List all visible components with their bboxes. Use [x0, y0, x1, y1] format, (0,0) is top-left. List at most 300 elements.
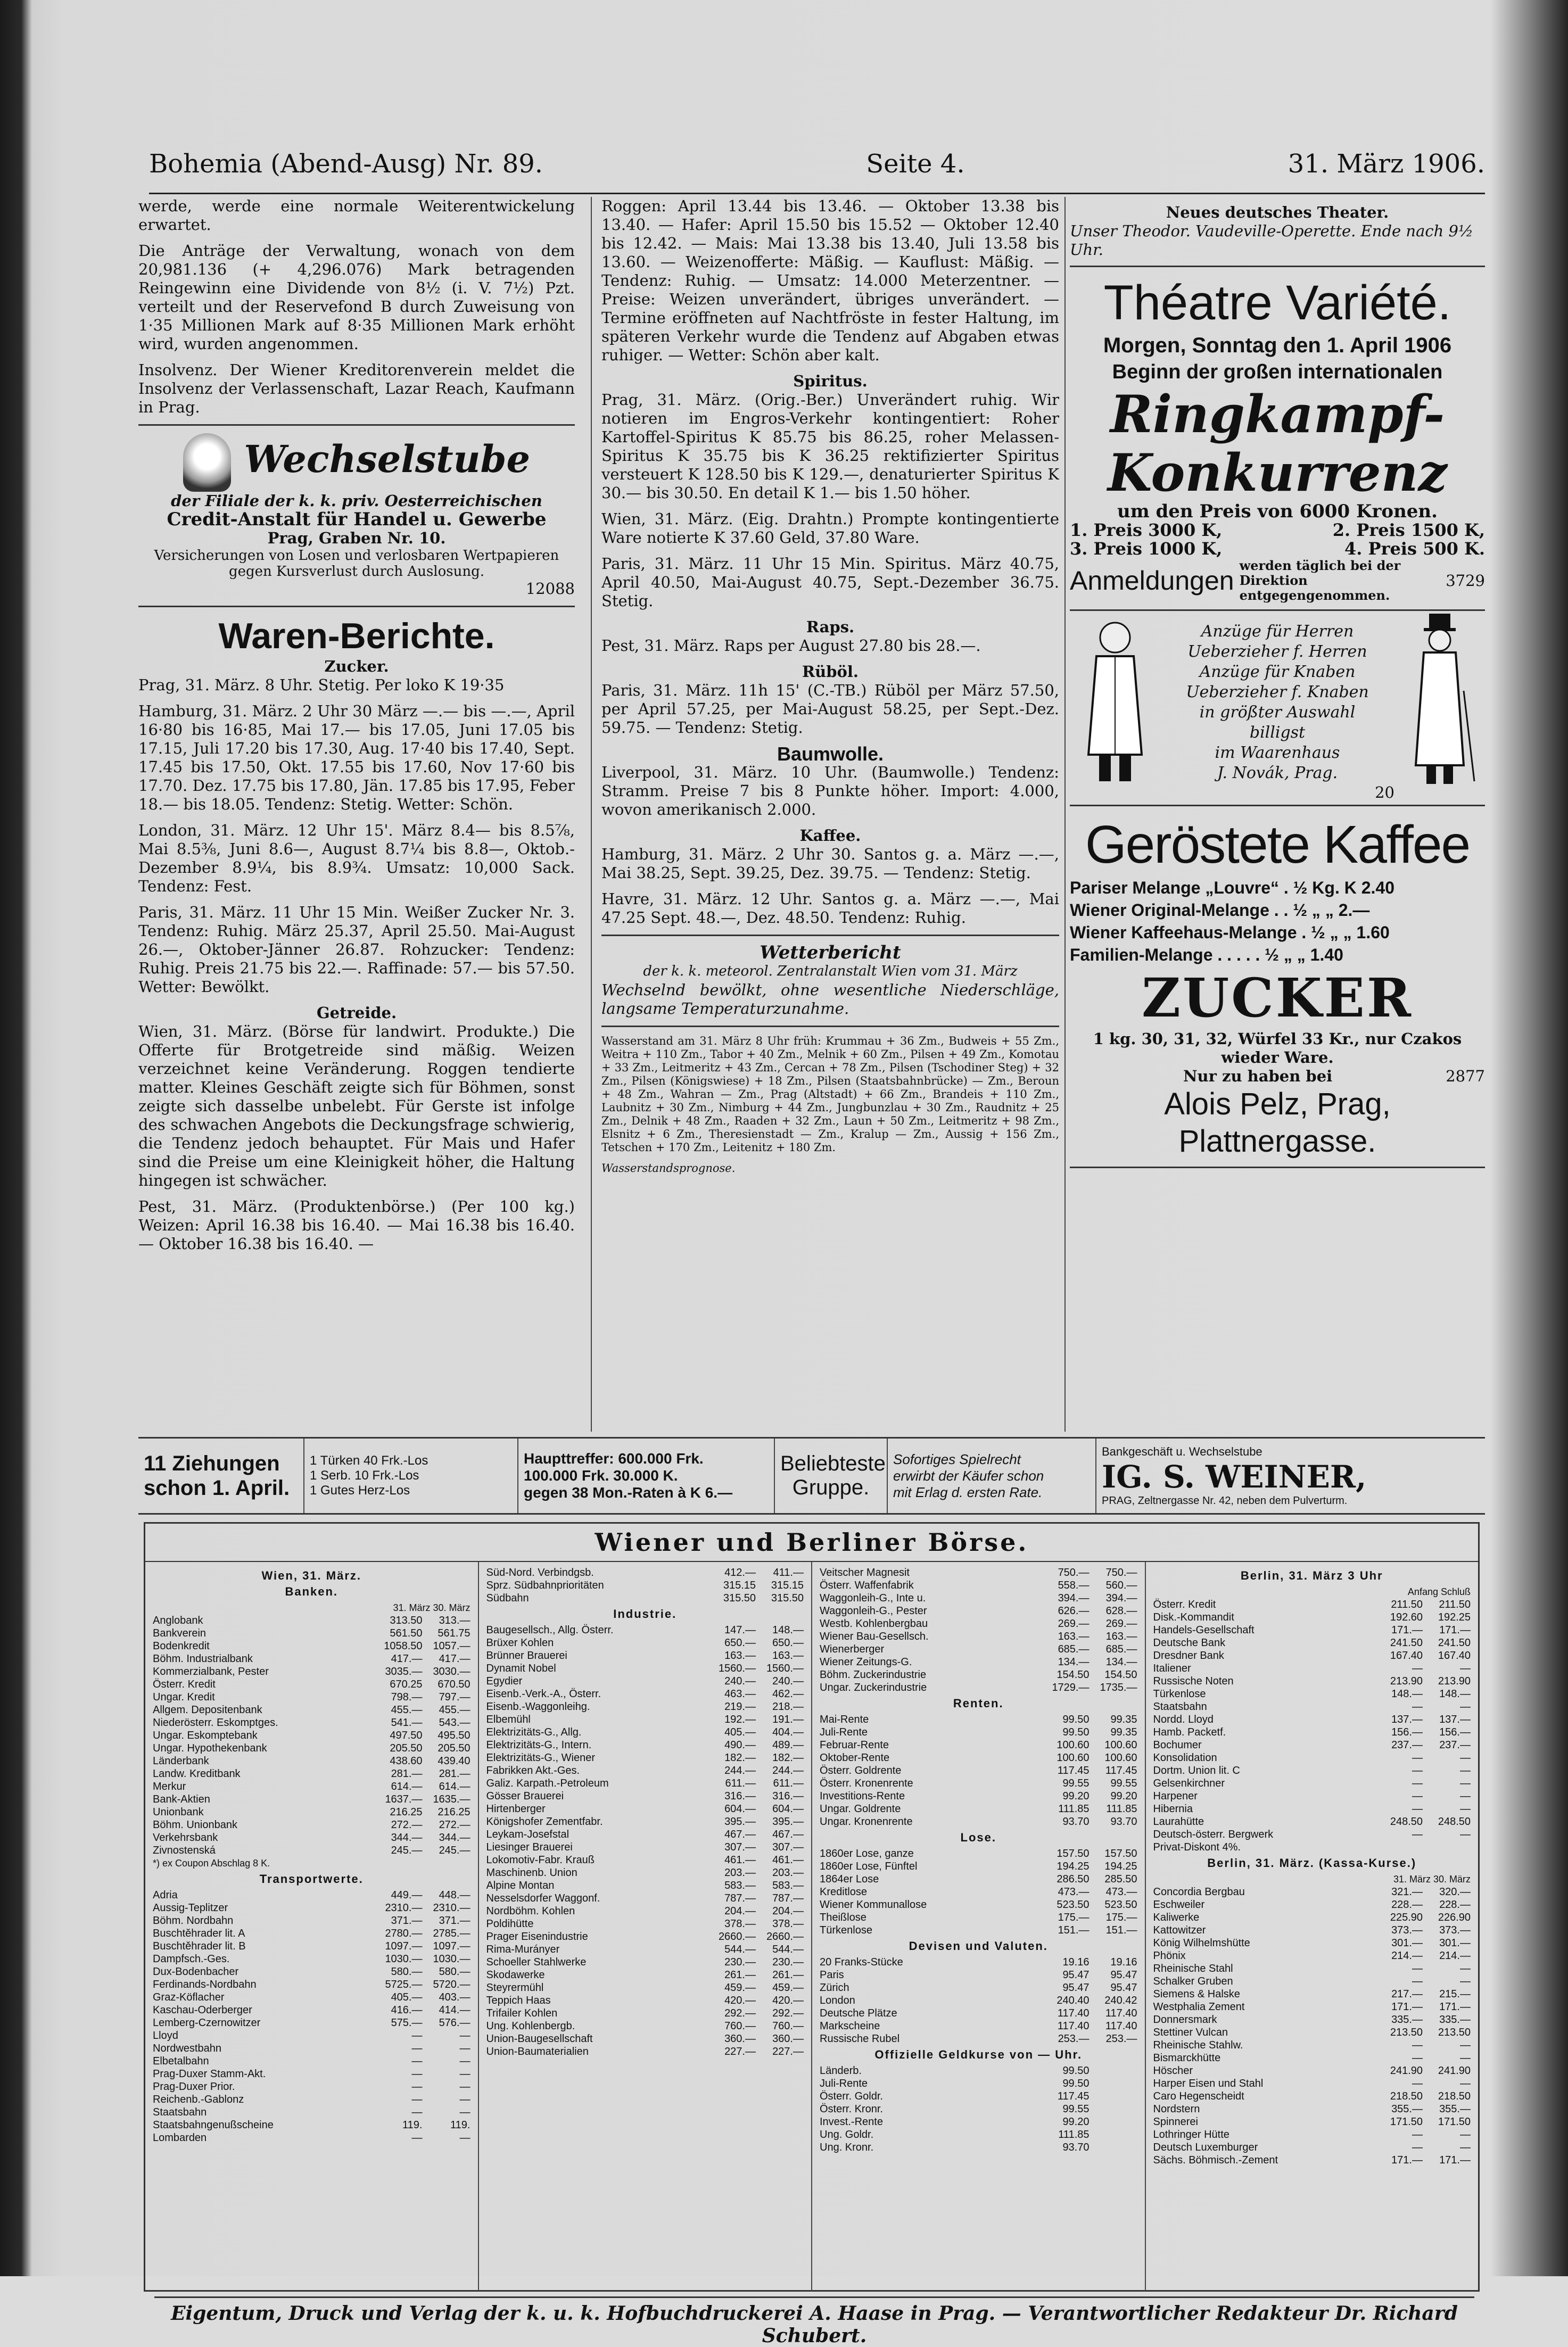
security-quote: 154.50 [1057, 1669, 1090, 1681]
exchange-row [486, 1905, 804, 1918]
exchange-columns [145, 1562, 1478, 2291]
security-quote: 461.— [724, 1854, 756, 1866]
security-quote: — [1460, 1752, 1471, 1764]
exchange-row [486, 1866, 804, 1879]
security-quote: 227.— [772, 2046, 804, 2057]
security-name: Teppich Haas [486, 1995, 551, 2006]
security-quote: 205.50 [390, 1742, 423, 1754]
security-name: London [820, 1995, 855, 2006]
exchange-rows [153, 1889, 471, 2144]
security-quote: 240.— [724, 1675, 756, 1687]
security-name: Österr. Kronenrente [820, 1778, 913, 1789]
security-quote: 237.— [1391, 1739, 1423, 1751]
weather-report: Wechselnd bewölkt, ohne wesentliche Niederschläge, langsame Temperaturzunahme. [601, 981, 1059, 1018]
exchange-row [1153, 1624, 1471, 1637]
security-quote: — [411, 2106, 423, 2118]
subsection-title: Getreide. [316, 1004, 397, 1022]
security-quote: 459.— [772, 1982, 804, 1994]
security-name: Ungar. Eskomptebank [153, 1730, 258, 1741]
market-report: Roggen: April 13.44 bis 13.46. — Oktober 13.38 bis 13.40. — Hafer: April 15.50 bis 15.52 — Oktober 12.40 bis 12.42. — Mais: Mai 13.38 bis 13.40, Juli 13.58 bis 13.60. — Weizenofferte: Mäßig. — Kauflust: Mäßig. — Tendenz: Ruhig. — Umsatz: 14.000 Meterzentner. — Preise: Weizen unverändert, übriges unverändert. — Termine eröffneten auf Nachtfröste in fester Haltung, im späteren Verkehr wurde die Tendenz auf Abgaben etwas ruhiger. — Wetter: Schön aber kalt. [601, 197, 1059, 364]
security-name: Ungar. Kronenrente [820, 1816, 913, 1828]
security-quote: 455.— [391, 1704, 423, 1716]
exchange-row [153, 2106, 471, 2119]
security-quote: 163.— [1058, 1631, 1090, 1642]
security-quote: 205.50 [438, 1742, 471, 1754]
ad-title: Wechselstube [244, 437, 530, 481]
security-quote: 411.— [773, 1567, 804, 1579]
security-quote: 2660.— [766, 1931, 804, 1943]
security-quote: 1635.— [433, 1794, 471, 1805]
coffee-advertisement [1070, 806, 1485, 1168]
security-quote: 650.— [772, 1637, 804, 1649]
security-quote: 117.45 [1105, 1765, 1137, 1776]
security-quote: 373.— [1439, 1924, 1471, 1936]
security-quote: 99.50 [1062, 1714, 1090, 1725]
security-quote: 292.— [772, 2007, 804, 2019]
security-name: Dortm. Union lit. C [1153, 1765, 1240, 1776]
market-report: Wien, 31. März. (Börse für landwirt. Produkte.) Die Offerte für Brotgetreide sind mäßig. Weizen verzeichnet keine Veränderung. Roggen tendierte matter. Kleines Geschäft zeigte sich für Böhmen, sonst zeigte sich dasselbe unbelebt. Für Gerste ist infolge des schwachen Angebots die Deckungsfrage schwierig, die Tendenz jedoch behauptet. Für Mais und Hafer sind die Preise um eine Kleinigkeit höher, die Haltung hingegen ist schwächer. [138, 1022, 575, 1189]
exchange-row [1153, 2141, 1471, 2154]
sugar-title: ZUCKER [1141, 966, 1414, 1029]
market-report: Prag, 31. März. (Orig.-Ber.) Unverändert ruhig. Wir notieren im Engros-Verkehr kontingentiert: Roher Kartoffel-Spiritus K 85.75 bis 86.25, roher Melassen-Spiritus K 35.75 bis K 36.25 rektifizierter Spiritus versteuert K 128.50 bis K 129.—, denaturierter Spiritus K 30.— bis 30.50. En detail K 1.— bis 1.50 höher. [601, 391, 1059, 502]
exchange-row [486, 1956, 804, 1969]
exchange-heading: Lose. [960, 1831, 996, 1844]
security-quote: 467.— [772, 1829, 804, 1840]
security-quote: 307.— [772, 1841, 804, 1853]
security-quote: 191.— [772, 1714, 804, 1725]
market-report: Paris, 31. März. 11 Uhr 15 Min. Weißer Zucker Nr. 3. Tendenz: Ruhig. März 25.37, April 25.50. Mai-August 26.—, Oktober-Jänner 26.87. Rohzucker: Tendenz: Ruhig. Preis 21.75 bis 22.—. Raffinade: 57.— bis 57.50. Wetter: Bewölkt. [138, 903, 575, 996]
security-quote: — [459, 2043, 471, 2054]
security-quote: 315.15 [771, 1580, 804, 1591]
security-quote: 463.— [724, 1688, 756, 1700]
security-quote: 230.— [724, 1956, 756, 1968]
security-name: Ferdinands-Nordbahn [153, 1979, 257, 1990]
banner-text: 100.000 Frk. 30.000 K. [524, 1467, 678, 1484]
security-quote: 416.— [391, 2004, 423, 2016]
market-report: Wien, 31. März. (Eig. Drahtn.) Prompte kontingentierte Ware notierte K 37.60 Geld, 37.80 Ware. [601, 510, 1059, 547]
security-quote: — [1460, 1701, 1471, 1713]
security-quote: 685.— [1058, 1643, 1090, 1655]
security-name: Wiener Kommunallose [820, 1899, 927, 1911]
security-name: Mai-Rente [820, 1714, 869, 1725]
security-quote: 171.— [1439, 2001, 1471, 2013]
exchange-row [1153, 1726, 1471, 1739]
theater-text: Unser Theodor. Vaudeville-Operette. Ende nach 9½ Uhr. [1070, 222, 1474, 259]
clothing-text [1160, 622, 1394, 783]
security-quote: 420.— [772, 1995, 804, 2006]
security-name: Schalker Gruben [1153, 1976, 1233, 1987]
security-quote: 182.— [724, 1752, 756, 1764]
exchange-row [486, 1892, 804, 1905]
banner-text: 11 Ziehungen [144, 1452, 280, 1475]
security-name: Caro Hegenscheidt [1153, 2090, 1244, 2102]
variete-date: Morgen, Sonntag den 1. April 1906 [1103, 334, 1452, 357]
security-quote: 523.50 [1057, 1899, 1090, 1911]
security-name: Hirtenberger [486, 1803, 546, 1815]
security-name: Königshofer Zementfabr. [486, 1816, 603, 1828]
security-quote: — [1412, 2078, 1423, 2089]
security-name: Österr. Kronr. [820, 2103, 883, 2115]
security-quote: 99.20 [1062, 2116, 1090, 2128]
security-quote: 148.— [1439, 1688, 1471, 1700]
security-quote: 670.50 [438, 1679, 471, 1690]
exchange-row [1153, 2077, 1471, 2090]
security-quote: 147.— [724, 1624, 756, 1636]
security-quote [1090, 2103, 1137, 2115]
security-name: Veitscher Magnesit [820, 1567, 910, 1579]
security-quote: 117.45 [1057, 1765, 1090, 1776]
security-name: Lothringer Hütte [1153, 2129, 1229, 2141]
security-name: Eisenb.-Verk.-A., Österr. [486, 1688, 601, 1700]
lottery-group [775, 1439, 888, 1513]
exchange-row [486, 1828, 804, 1841]
security-quote: 269.— [1105, 1618, 1137, 1630]
boy-figure-icon [1075, 616, 1155, 787]
water-forecast: Wasserstandsprognose. [601, 1162, 736, 1175]
eagle-emblem-icon [183, 433, 231, 492]
security-name: Invest.-Rente [820, 2116, 883, 2128]
security-name: Böhm. Unionbank [153, 1819, 237, 1831]
security-name: Bismarckhütte [1153, 2052, 1221, 2064]
security-quote: 19.16 [1062, 1956, 1090, 1968]
exchange-row [153, 1965, 471, 1978]
security-name: Ung. Kohlenbergb. [486, 2020, 575, 2032]
exchange-row [1153, 1828, 1471, 1841]
exchange-row [486, 1943, 804, 1956]
security-name: Elektrizitäts-G., Wiener [486, 1752, 595, 1764]
security-name: Allgem. Depositenbank [153, 1704, 262, 1716]
exchange-row [1153, 2039, 1471, 2052]
clothing-line: Ueberzieher f. Herren [1187, 642, 1367, 661]
exchange-row [1153, 1962, 1471, 1975]
security-quote [1423, 1841, 1471, 1854]
security-quote: 204.— [724, 1905, 756, 1917]
exchange-row [820, 1898, 1137, 1911]
security-name: Lloyd [153, 2030, 178, 2042]
security-name: Lombarden [153, 2132, 207, 2144]
security-quote [1090, 2064, 1137, 2077]
security-quote: 253.— [1105, 2033, 1137, 2045]
ad-number: 12088 [525, 580, 575, 598]
security-quote: 99.55 [1110, 1778, 1137, 1789]
security-name: Süd-Nord. Verbindgsb. [486, 1567, 594, 1579]
security-quote: 558.— [1058, 1580, 1090, 1591]
security-quote: 448.— [439, 1889, 471, 1901]
security-quote: 561.50 [390, 1627, 423, 1639]
security-name: Poldihütte [486, 1918, 534, 1930]
security-quote: — [411, 2081, 423, 2093]
prize-row [1070, 540, 1485, 558]
security-name: Phönix [1153, 1950, 1186, 1962]
exchange-row [1153, 1764, 1471, 1777]
security-name: 1860er Lose, ganze [820, 1848, 914, 1860]
exchange-title: Wiener und Berliner Börse. [145, 1524, 1478, 1562]
security-name: Lemberg-Czernowitzer [153, 2017, 261, 2029]
security-quote: 241.50 [1390, 1637, 1423, 1649]
security-quote: 99.50 [1062, 2065, 1090, 2077]
exchange-row [153, 2017, 471, 2029]
security-quote: 227.— [724, 2046, 756, 2057]
lottery-terms [888, 1439, 1096, 1513]
security-name: Elbemühl [486, 1714, 531, 1725]
banner-text: Sofortiges Spielrecht [893, 1451, 1021, 1467]
security-quote: 1560.— [718, 1663, 756, 1674]
banner-text: mit Erlag d. ersten Rate. [893, 1484, 1043, 1500]
security-name: Laurahütte [1153, 1816, 1204, 1828]
security-quote: 307.— [724, 1841, 756, 1853]
exchange-row [153, 1729, 471, 1742]
security-quote: 438.60 [390, 1755, 423, 1767]
exchange-row [486, 1981, 804, 1994]
exchange-row [153, 1978, 471, 1991]
security-quote: 119. [450, 2119, 471, 2131]
security-quote: 93.70 [1110, 1816, 1137, 1828]
security-quote: — [1412, 1701, 1423, 1713]
security-quote: — [1412, 1803, 1423, 1815]
security-quote: 301.— [1439, 1937, 1471, 1949]
security-quote: 218.— [772, 1701, 804, 1713]
security-quote [1090, 2090, 1137, 2103]
security-name: Sprz. Südbahnprioritäten [486, 1580, 604, 1591]
banner-text: schon 1. April. [144, 1476, 290, 1500]
security-quote: 95.47 [1062, 1969, 1090, 1981]
security-quote: 561.75 [438, 1627, 471, 1639]
security-name: Türkenlose [820, 1924, 872, 1936]
exchange-row [153, 1678, 471, 1691]
exchange-row [1153, 1637, 1471, 1649]
exchange-row [1153, 1988, 1471, 2001]
security-quote: 99.35 [1110, 1714, 1137, 1725]
divider [138, 606, 575, 607]
exchange-row [153, 1819, 471, 1831]
security-name: Leykam-Josefstal [486, 1829, 570, 1840]
prize-row [1070, 521, 1485, 540]
security-quote: 111.85 [1058, 1803, 1090, 1815]
banner-text: 1 Gutes Herz-Los [310, 1483, 410, 1498]
security-quote: 544.— [772, 1944, 804, 1955]
exchange-row [1153, 2052, 1471, 2064]
exchange-row [820, 1656, 1137, 1668]
security-name: Juli-Rente [820, 2078, 868, 2089]
security-name: Spinnerei [1153, 2116, 1199, 2128]
security-name: Italiener [1153, 1663, 1191, 1674]
security-name: Staatsbahngenußscheine [153, 2119, 274, 2131]
security-quote: — [1412, 1663, 1423, 1674]
security-quote: 171.— [1391, 2001, 1423, 2013]
security-quote: 320.— [1439, 1886, 1471, 1898]
exchange-row [153, 1691, 471, 1704]
security-name: Sächs. Böhmisch.-Zement [1153, 2154, 1278, 2166]
exchange-row [486, 1649, 804, 1662]
security-quote: 194.25 [1057, 1861, 1090, 1872]
security-quote: 316.— [724, 1790, 756, 1802]
exchange-row [1153, 1924, 1471, 1937]
security-quote: — [1412, 2142, 1423, 2153]
exchange-row [153, 1844, 471, 1857]
exchange-row [1153, 2154, 1471, 2167]
security-quote: — [411, 2055, 423, 2067]
security-name: Zivnostenská [153, 1845, 216, 1856]
exchange-col-headers: 31. März 30. März [1393, 1874, 1471, 1885]
security-quote: 226.90 [1438, 1912, 1471, 1923]
security-quote: — [1460, 1963, 1471, 1974]
security-quote: 228.— [1439, 1899, 1471, 1911]
security-quote: 378.— [724, 1918, 756, 1930]
coffee-title: Geröstete Kaffee [1085, 815, 1470, 874]
variete-prize: um den Preis von 6000 Kronen. [1117, 501, 1438, 522]
security-quote: 495.50 [438, 1730, 471, 1741]
security-quote: — [411, 2030, 423, 2042]
security-quote: 218.50 [1438, 2090, 1471, 2102]
exchange-row [1153, 1751, 1471, 1764]
market-report: Prag, 31. März. 8 Uhr. Stetig. Per loko K 19·35 [138, 676, 505, 694]
security-name: 20 Franks-Stücke [820, 1956, 903, 1968]
security-name: Länderb. [820, 2065, 862, 2077]
security-quote: 163.— [772, 1650, 804, 1662]
exchange-row [153, 1665, 471, 1678]
subsection-title: Spiritus. [793, 372, 868, 390]
security-quote: 344.— [391, 1832, 423, 1844]
exchange-column-industry [479, 1562, 813, 2291]
banner-text: 1 Türken 40 Frk.-Los [310, 1453, 428, 1468]
security-quote: 371.— [391, 1915, 423, 1927]
security-name: Südbahn [486, 1592, 529, 1604]
security-quote: 611.— [773, 1778, 804, 1789]
security-quote: 204.— [772, 1905, 804, 1917]
security-quote: 405.— [724, 1726, 756, 1738]
security-quote: 394.— [1105, 1592, 1137, 1604]
security-quote: 248.50 [1390, 1816, 1423, 1828]
exchange-row [486, 1918, 804, 1930]
security-quote: 137.— [1391, 1714, 1423, 1725]
security-quote: 1097.— [385, 1940, 423, 1952]
banner-text: Gruppe. [792, 1476, 870, 1499]
clothing-line: in größter Auswahl [1199, 703, 1356, 722]
security-quote: 614.— [439, 1781, 471, 1792]
security-quote: 99.50 [1062, 2078, 1090, 2089]
security-quote: 797.— [439, 1691, 471, 1703]
exchange-rows [820, 2064, 1137, 2154]
security-quote: 2310.— [433, 1902, 471, 1914]
security-quote: 245.— [439, 1845, 471, 1856]
security-quote: 2780.— [385, 1928, 423, 1939]
security-quote: 225.90 [1390, 1912, 1423, 1923]
security-quote: — [1412, 1778, 1423, 1789]
security-quote: 163.— [1105, 1631, 1137, 1642]
security-quote: — [411, 2068, 423, 2080]
security-quote: 151.— [1105, 1924, 1137, 1936]
exchange-row [153, 2042, 471, 2055]
security-quote: 373.— [1391, 1924, 1423, 1936]
exchange-row [486, 1726, 804, 1739]
security-name: Gelsenkirchner [1153, 1778, 1225, 1789]
exchange-row [820, 2103, 1137, 2115]
security-name: Fabrikken Akt.-Ges. [486, 1765, 580, 1776]
security-name: Kommerzialbank, Pester [153, 1666, 269, 1677]
security-quote: 355.— [1391, 2103, 1423, 2115]
exchange-row [820, 1605, 1137, 1617]
exchange-row [153, 2131, 471, 2144]
exchange-row [153, 1780, 471, 1793]
ad-line: Versicherungen von Losen und verlosbaren Wertpapieren gegen Kursverlust durch Auslosung. [154, 548, 559, 580]
security-quote: 2660.— [718, 1931, 756, 1943]
security-quote: — [1460, 2078, 1471, 2089]
security-quote: 335.— [1439, 2014, 1471, 2026]
security-name: Deutsche Plätze [820, 2007, 897, 2019]
exchange-row [820, 1566, 1137, 1579]
header-right: 31. März 1906. [1288, 149, 1485, 179]
security-quote: 1735.— [1100, 1682, 1137, 1693]
security-quote: 216.25 [438, 1806, 471, 1818]
security-quote: 244.— [724, 1765, 756, 1776]
exchange-row [153, 1652, 471, 1665]
security-quote [1375, 1841, 1423, 1854]
exchange-row [820, 2020, 1137, 2032]
exchange-row [820, 1681, 1137, 1694]
security-name: Liesinger Brauerei [486, 1841, 573, 1853]
prize-4: 4. Preis 500 K. [1344, 539, 1485, 559]
clothing-line: Anzüge für Herren [1201, 622, 1354, 641]
exchange-rows [1153, 1598, 1471, 1854]
security-name: Eisenb.-Waggonleihg. [486, 1701, 590, 1713]
security-quote: 3030.— [433, 1666, 471, 1677]
security-quote: — [1412, 1790, 1423, 1802]
security-quote: 99.20 [1110, 1790, 1137, 1802]
exchange-row [1153, 1841, 1471, 1854]
exchange-row [153, 2093, 471, 2106]
security-quote: — [1412, 2039, 1423, 2051]
security-name: Brüxer Kohlen [486, 1637, 554, 1649]
market-report: Pest, 31. März. (Produktenbörse.) (Per 100 kg.) Weizen: April 16.38 bis 16.40. — Mai 16.38 bis 16.40. — Oktober 16.38 bis 16.40. — [138, 1197, 575, 1253]
subsection-title: Zucker. [324, 657, 389, 675]
security-quote: 1030.— [433, 1953, 471, 1965]
exchange-row [486, 1969, 804, 1981]
clothing-line: im Waarenhaus [1215, 743, 1340, 762]
security-quote: 157.50 [1057, 1848, 1090, 1860]
exchange-row [820, 2032, 1137, 2045]
exchange-row [1153, 1611, 1471, 1624]
security-quote: 1057.— [433, 1640, 471, 1652]
security-quote: — [1412, 1976, 1423, 1987]
security-quote: 272.— [391, 1819, 423, 1831]
security-name: Elektrizitäts-G., Intern. [486, 1739, 592, 1751]
security-quote: 99.50 [1062, 1726, 1090, 1738]
security-quote: 462.— [772, 1688, 804, 1700]
security-quote: 148.— [1391, 1688, 1423, 1700]
security-quote: 580.— [391, 1966, 423, 1978]
security-quote: 230.— [772, 1956, 804, 1968]
security-quote: — [459, 2030, 471, 2042]
security-name: Anglobank [153, 1615, 203, 1626]
coffee-price: Wiener Original-Melange . . ½ „ „ 2.— [1070, 900, 1370, 920]
exchange-row [153, 1742, 471, 1755]
security-quote: 461.— [772, 1854, 804, 1866]
exchange-row [820, 2077, 1137, 2090]
security-name: Russische Rubel [820, 2033, 900, 2045]
security-quote: 156.— [1391, 1726, 1423, 1738]
article-text: werde, werde eine normale Weiterentwickelung erwartet. [138, 197, 575, 234]
exchange-row [153, 2068, 471, 2080]
security-quote: 412.— [724, 1567, 756, 1579]
security-quote: 217.— [1391, 1988, 1423, 2000]
security-name: Nesselsdorfer Waggonf. [486, 1893, 600, 1904]
sugar-text: Nur zu haben bei [1183, 1067, 1333, 1085]
security-name: Lokomotiv-Fabr. Krauß [486, 1854, 595, 1866]
exchange-row [820, 2128, 1137, 2141]
market-report: Pest, 31. März. Raps per August 27.80 bis 28.—. [601, 637, 981, 655]
exchange-row [153, 1614, 471, 1627]
exchange-row [1153, 1662, 1471, 1675]
